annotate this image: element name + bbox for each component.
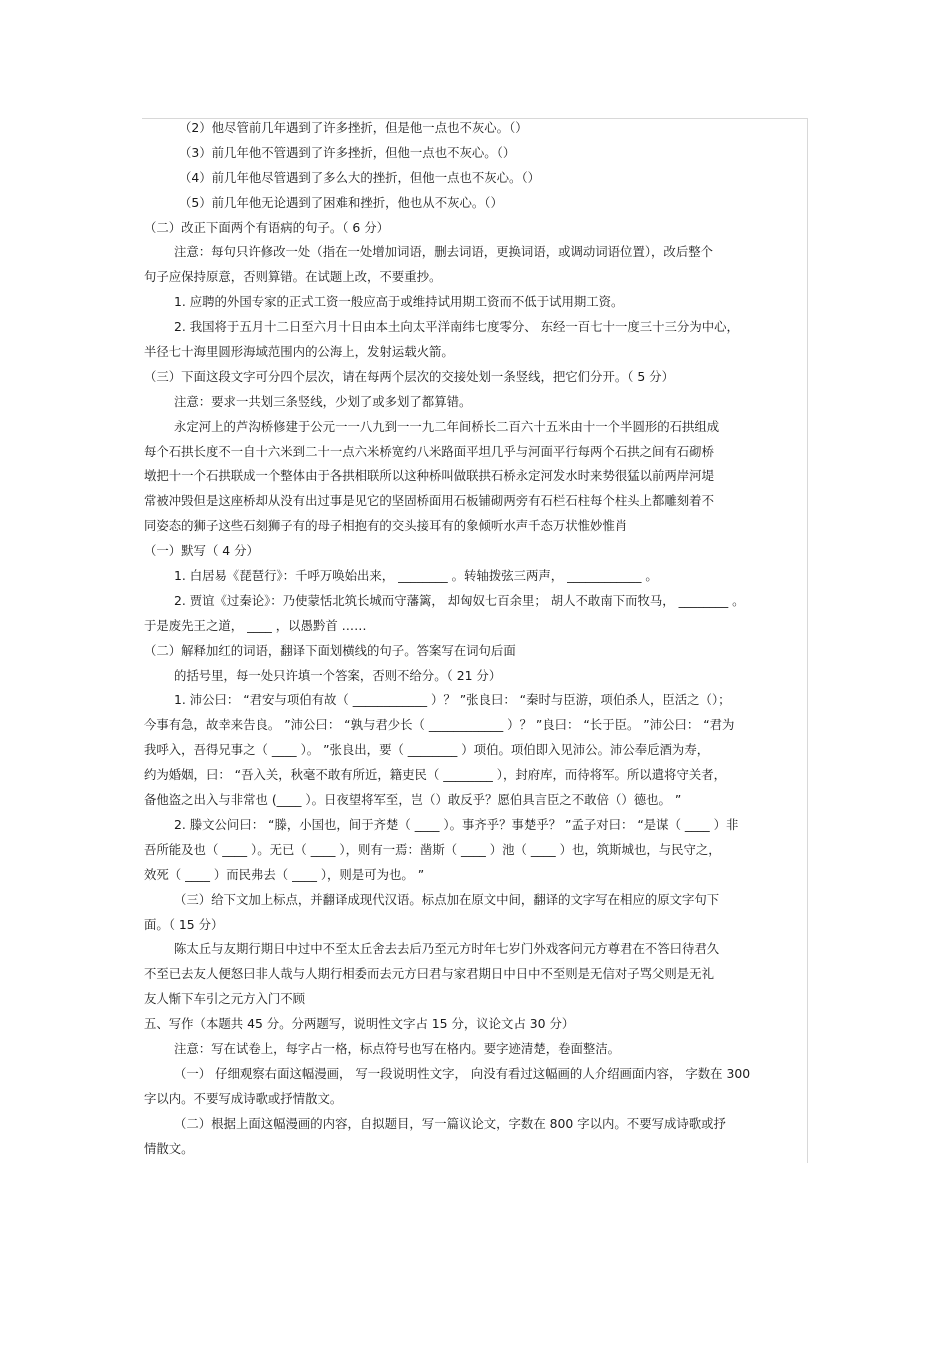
- text-line: 今事有急，故幸来告良。 ”沛公曰： “孰与君少长（ ____________ ）？ ”良曰： “长于臣。 ”沛公曰： “君为: [144, 717, 735, 733]
- text-line: （5）前几年他无论遇到了困难和挫折，他也从不灰心。（）: [179, 194, 503, 210]
- text-line: 常被冲毁但是这座桥却从没有出过事是见它的坚固桥面用石板铺砌两旁有石栏石柱每个柱头上都雕刻着不: [144, 493, 714, 509]
- text-line: 情散文。: [144, 1140, 194, 1156]
- text-line: 2. 我国将于五月十二日至六月十日由本土向太平洋南纬七度零分、 东经一百七十一度三十三分为中心，: [174, 319, 739, 335]
- text-line: （二）改正下面两个有语病的句子。（ 6 分）: [144, 219, 389, 235]
- text-line: 陈太丘与友期行期日中过中不至太丘舍去去后乃至元方时年七岁门外戏客问元方尊君在不答曰待君久: [174, 941, 720, 957]
- document-body: [144, 116, 808, 1161]
- text-line: （一） 仔细观察右面这幅漫画， 写一段说明性文字， 向没有看过这幅画的人介绍画面内容， 字数在 300: [174, 1065, 751, 1081]
- text-line: （三）给下文加上标点，并翻译成现代汉语。标点加在原文中间，翻译的文字写在相应的原文字句下: [174, 891, 720, 907]
- text-line: （3）前几年他不管遇到了许多挫折，但他一点也不灰心。（）: [179, 144, 516, 160]
- text-line: （4）前几年他尽管遇到了多么大的挫折，但他一点也不灰心。（）: [179, 169, 541, 185]
- text-line: 面。（ 15 分）: [144, 916, 224, 932]
- text-line: 1. 白居易《琵琶行》：千呼万唤始出来， ________ 。转轴拨弦三两声， ____________ 。: [174, 568, 658, 584]
- text-line: 的括号里，每一处只许填一个答案，否则不给分。（ 21 分）: [174, 667, 502, 683]
- text-line: 于是废先王之道， ____ ，以愚黔首 ……: [144, 617, 367, 633]
- text-line: 友人惭下车引之元方入门不顾: [144, 991, 306, 1007]
- text-line: 2. 滕文公问曰： “滕，小国也，间于齐楚（ ____ ）。事齐乎？事楚乎？ ”孟子对曰： “是谋（ ____ ）非: [174, 816, 739, 832]
- text-line: 效死（ ____ ）而民弗去（ ____ ），则是可为也。 ”: [144, 866, 425, 882]
- text-line: 1. 沛公曰： “君安与项伯有故（ ____________ ）？ ”张良曰： “秦时与臣游，项伯杀人，臣活之（）；: [174, 692, 731, 708]
- text-line: 2. 贾谊《过秦论》：乃使蒙恬北筑长城而守藩篱， 却匈奴七百余里； 胡人不敢南下而牧马， ________ 。: [174, 592, 745, 608]
- text-line: 我呼入，吾得兄事之（ ____ ）。 ”张良出，要（ ________ ）项伯。项伯即入见沛公。沛公奉卮酒为寿，: [144, 742, 710, 758]
- text-line: （一）默写（ 4 分）: [144, 543, 259, 559]
- text-line: 备他盗之出入与非常也 (____ ）。日夜望将军至，岂（）敢反乎？愿伯具言臣之不敢倍（）德也。 ”: [144, 792, 682, 808]
- text-line: （三）下面这段文字可分四个层次，请在每两个层次的交接处划一条竖线，把它们分开。（ 5 分）: [144, 368, 674, 384]
- text-line: 注意：要求一共划三条竖线，少划了或多划了都算错。: [174, 393, 472, 409]
- text-line: 注意：写在试卷上，每字占一格，标点符号也写在格内。要字迹清楚，卷面整洁。: [174, 1040, 621, 1056]
- text-line: 每个石拱长度不一自十六米到二十一点六米桥宽约八米路面平坦几乎与河面平行每两个石拱之间有石砌桥: [144, 443, 714, 459]
- text-line: 吾所能及也（ ____ ）。无已（ ____ ），则有一焉：凿斯（ ____ ）池（ ____ ）也，筑斯城也，与民守之，: [144, 841, 721, 857]
- text-line: 句子应保持原意，否则算错。在试题上改，不要重抄。: [144, 269, 442, 285]
- text-line: （二）解释加红的词语，翻译下面划横线的句子。答案写在词句后面: [144, 642, 516, 658]
- text-line: 注意：每句只许修改一处（指在一处增加词语，删去词语，更换词语，或调动词语位置），改后整个: [174, 244, 713, 260]
- text-line: 墩把十一个石拱联成一个整体由于各拱相联所以这种桥叫做联拱石桥永定河发水时来势很猛以前两岸河堤: [144, 468, 714, 484]
- text-line: 永定河上的芦沟桥修建于公元一一八九到一一九二年间桥长二百六十五米由十一个半圆形的石拱组成: [174, 418, 720, 434]
- text-line: （2）他尽管前几年遇到了许多挫折，但是他一点也不灰心。（）: [179, 120, 528, 135]
- text-line: 同姿态的狮子这些石刻狮子有的母子相抱有的交头接耳有的象倾听水声千态万状惟妙惟肖: [144, 518, 628, 534]
- text-line: 1. 应聘的外国专家的正式工资一般应高于或维持试用期工资而不低于试用期工资。: [174, 294, 624, 310]
- text-line: 字以内。不要写成诗歌或抒情散文。: [144, 1090, 343, 1106]
- text-line: 半径七十海里圆形海域范围内的公海上，发射运载火箭。: [144, 344, 454, 360]
- text-line: 不至已去友人便怒曰非人哉与人期行相委而去元方曰君与家君期日中日中不至则是无信对子骂父则是无礼: [144, 966, 714, 982]
- text-line: 约为婚姻，曰： “吾入关，秋毫不敢有所近，籍吏民（ ________ ），封府库，而待将军。所以遣将守关者，: [144, 767, 727, 783]
- text-line: 五、写作（本题共 45 分。分两题写，说明性文字占 15 分，议论文占 30 分）: [144, 1016, 575, 1032]
- text-line: （二）根据上面这幅漫画的内容，自拟题目，写一篇议论文，字数在 800 字以内。不要写成诗歌或抒: [174, 1115, 726, 1131]
